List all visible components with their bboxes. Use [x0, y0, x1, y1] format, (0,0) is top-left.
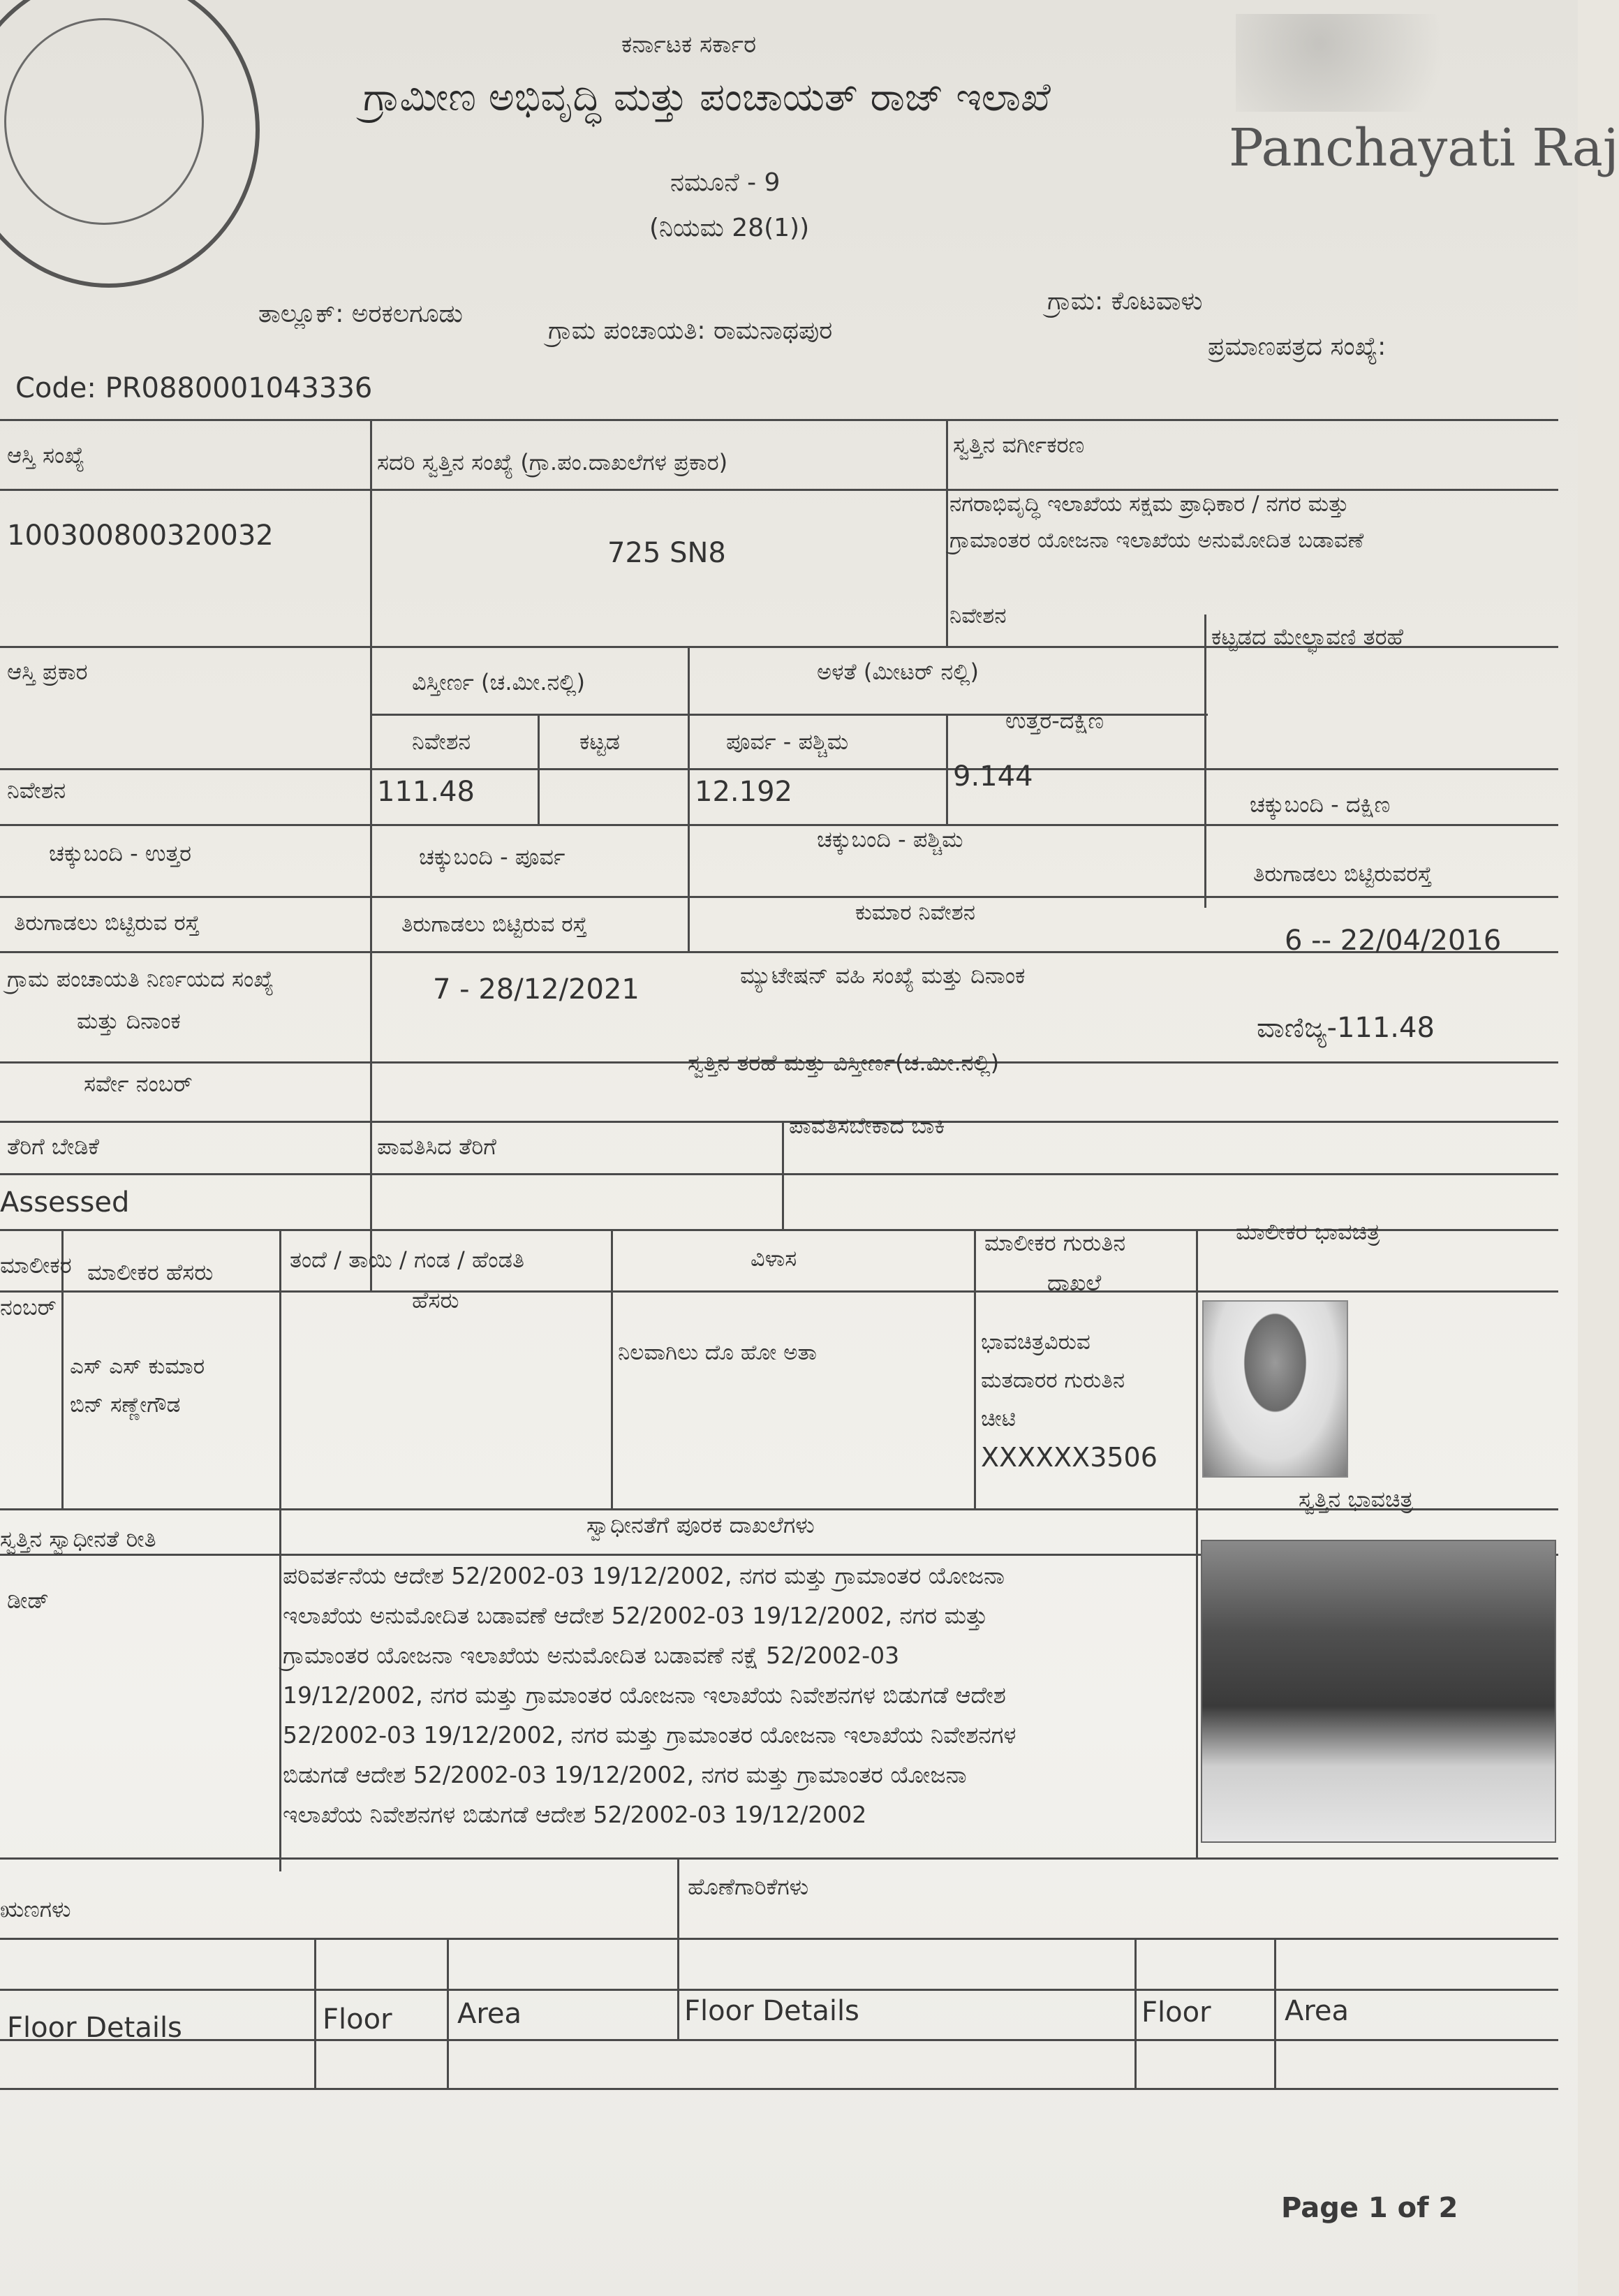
table-rule — [0, 2039, 1558, 2041]
table-rule — [946, 419, 948, 646]
page-number: Page 1 of 2 — [1281, 2192, 1458, 2224]
property-code: Code: PR0880001043336 — [15, 372, 373, 404]
owner-name-label: ಮಾಲೀಕರ ಹೆಸರು — [87, 1259, 214, 1286]
tax-balance-label: ಪಾವತಿಸಬೇಕಾದ ಬಾಕಿ — [789, 1112, 945, 1139]
table-rule — [447, 1938, 449, 2088]
supporting-docs-label: ಸ್ವಾಧೀನತೆಗೆ ಪೂರಕ ದಾಖಲೆಗಳು — [586, 1512, 815, 1538]
table-rule — [0, 1938, 1558, 1940]
property-photo — [1201, 1540, 1556, 1843]
nature-label: ಸ್ವತ್ತಿನ ತರಹೆ ಮತ್ತು ವಿಸ್ತೀರ್ಣ(ಚ.ಮೀ.ನಲ್ಲಿ) — [688, 1050, 1000, 1076]
govt-line: ಕರ್ನಾಟಕ ಸರ್ಕಾರ — [621, 31, 757, 59]
table-rule — [1134, 1938, 1137, 2088]
id-document-label-1: ಮಾಲೀಕರ ಗುರುತಿನ — [984, 1230, 1126, 1256]
site-label: ನಿವೇಶನ — [412, 728, 471, 755]
floor-right-label: Floor — [1141, 1996, 1211, 2029]
table-rule — [0, 896, 1558, 898]
area-left-label: Area — [457, 1998, 522, 2030]
east-west-label: ಪೂರ್ವ - ಪಶ್ಚಿಮ — [726, 728, 849, 755]
address-label: ವಿಳಾಸ — [751, 1245, 797, 1272]
table-rule — [538, 714, 540, 824]
classification-line-1: ನಗರಾಭಿವೃದ್ಧಿ ಇಲಾಖೆಯ ಸಕ್ಷಮ ಪ್ರಾಧಿಕಾರ / ನಗರ ಮತ್ತು — [949, 492, 1350, 517]
owner-number-label-2: ನಂಬರ್ — [0, 1294, 57, 1320]
relative-name-label-2: ಹೆಸರು — [412, 1287, 459, 1313]
table-rule — [0, 1857, 1558, 1860]
table-rule — [0, 824, 1558, 826]
north-boundary-label: ಚಕ್ಕುಬಂದಿ - ಉತ್ತರ — [49, 840, 192, 867]
id-document-label-2: ದಾಖಲೆ — [1047, 1270, 1102, 1296]
table-rule — [677, 1857, 679, 2039]
table-rule — [0, 419, 1558, 421]
floor-details-left-label: Floor Details — [7, 2012, 182, 2044]
grama-panchayat: ಗ್ರಾಮ ಪಂಚಾಯತಿ: ರಾಮನಾಥಪುರ — [548, 316, 833, 345]
owner-photo — [1202, 1300, 1348, 1478]
table-rule — [946, 714, 948, 824]
owner-name-line-1: ಎಸ್ ಎಸ್ ಕುಮಾರ — [70, 1354, 205, 1379]
property-photo-label: ಸ್ವತ್ತಿನ ಭಾವಚಿತ್ರ — [1299, 1486, 1413, 1513]
gp-resolution-value: 7 - 28/12/2021 — [433, 973, 640, 1006]
west-boundary-label: ಚಕ್ಕುಬಂದಿ - ಪಶ್ಚಿಮ — [817, 826, 963, 853]
department-title: ಗ್ರಾಮೀಣ ಅಭಿವೃದ್ಧಿ ಮತ್ತು ಪಂಚಾಯತ್ ರಾಜ್ ಇಲಾಖೆ — [363, 75, 1051, 120]
brand-title: Panchayati Raj — [1229, 118, 1619, 178]
supporting-doc-line: ಗ್ರಾಮಾಂತರ ಯೋಜನಾ ಇಲಾಖೆಯ ಅನುಮೋದಿತ ಬಡಾವಣೆ ನಕ್ಷೆ 52/2002-03 — [283, 1642, 900, 1669]
south-boundary-value: ತಿರುಗಾಡಲು ಬಿಟ್ಟಿರುವರಸ್ತೆ — [1253, 862, 1433, 887]
form-number: ನಮೂನೆ - 9 — [670, 168, 781, 197]
taluk: ತಾಲ್ಲೂಕ್: ಅರಕಲಗೂಡು — [258, 300, 463, 328]
owner-photo-label: ಮಾಲೀಕರ ಭಾವಚಿತ್ರ — [1236, 1219, 1380, 1245]
table-rule — [0, 1290, 1558, 1293]
table-rule — [314, 1938, 316, 2088]
table-rule — [611, 1229, 613, 1508]
classification-line-3: ನಿವೇಶನ — [949, 603, 1007, 628]
table-rule — [688, 646, 690, 952]
property-type-label: ಆಸ್ತಿ ಪ್ರಕಾರ — [7, 658, 88, 685]
site-area-value: 111.48 — [377, 776, 475, 808]
north-south-label: ಉತ್ತರ-ದಕ್ಷಿಣ — [1005, 707, 1104, 734]
south-boundary-label: ಚಕ್ಕುಬಂದಿ - ದಕ್ಷಿಣ — [1250, 791, 1391, 818]
village: ಗ್ರಾಮ: ಕೊಟವಾಳು — [1047, 287, 1203, 316]
table-rule — [1196, 1229, 1198, 1857]
table-rule — [1204, 615, 1206, 908]
table-rule — [974, 1229, 976, 1508]
property-id-label: ಆಸ್ತಿ ಸಂಖ್ಯೆ — [7, 442, 85, 469]
property-type-value: ನಿವೇಶನ — [7, 777, 66, 804]
table-rule — [0, 768, 1558, 770]
floor-left-label: Floor — [323, 2003, 392, 2036]
supporting-doc-line: ಬಿಡುಗಡೆ ಆದೇಶ 52/2002-03 19/12/2002, ನಗರ ಮತ್ತು ಗ್ರಾಮಾಂತರ ಯೋಜನಾ — [283, 1761, 967, 1788]
area-right-label: Area — [1285, 1995, 1350, 2027]
owner-address: ನಿಲವಾಗಿಲು ದೊ ಹೋ ಅತಾ — [618, 1340, 817, 1365]
classification-label: ಸ್ವತ್ತಿನ ವರ್ಗೀಕರಣ — [953, 432, 1085, 458]
gp-number-label: ಸದರಿ ಸ್ವತ್ತಿನ ಸಂಖ್ಯೆ (ಗ್ರಾ.ಪಂ.ದಾಖಲೆಗಳ ಪ್ರಕಾರ) — [377, 449, 728, 476]
table-rule — [0, 1989, 1558, 1991]
supporting-doc-line: ಇಲಾಖೆಯ ಅನುಮೋದಿತ ಬಡಾವಣೆ ಆದೇಶ 52/2002-03 19/12/2002, ನಗರ ಮತ್ತು — [283, 1602, 988, 1629]
id-document-line-2: ಮತದಾರರ ಗುರುತಿನ — [981, 1368, 1125, 1393]
table-rule — [782, 1121, 784, 1229]
supporting-doc-line: ಇಲಾಖೆಯ ನಿವೇಶನಗಳ ಬಿಡುಗಡೆ ಆದೇಶ 52/2002-03 19/12/2002 — [283, 1801, 867, 1828]
table-rule — [370, 419, 372, 1290]
building-label: ಕಟ್ಟಡ — [579, 728, 620, 755]
tax-demand-label: ತೆರಿಗೆ ಬೇಡಿಕೆ — [7, 1133, 100, 1160]
id-document-line-1: ಭಾವಚಿತ್ರವಿರುವ — [981, 1330, 1091, 1355]
construction-label: ಕಟ್ಟಡದ ಮೇಲ್ಛಾವಣಿ ತರಹೆ — [1211, 624, 1403, 650]
tax-demand-value: Assessed — [0, 1186, 130, 1219]
east-west-value: 12.192 — [695, 776, 792, 808]
certificate-number-label: ಪ್ರಮಾಣಪತ್ರದ ಸಂಖ್ಯೆ: — [1208, 332, 1387, 361]
ownership-mode-label: ಸ್ವತ್ತಿನ ಸ್ವಾಧೀನತೆ ರೀತಿ — [0, 1526, 156, 1552]
property-id-value: 100300800320032 — [7, 520, 274, 552]
table-rule — [0, 1173, 1558, 1175]
table-rule — [0, 2088, 1558, 2090]
east-boundary-value: ತಿರುಗಾಡಲು ಬಿಟ್ಟಿರುವ ರಸ್ತೆ — [401, 912, 588, 937]
owner-name-line-2: ಬಿನ್ ಸಣ್ಣೇಗೌಡ — [70, 1392, 181, 1418]
north-south-value: 9.144 — [953, 760, 1033, 793]
north-boundary-value: ತಿರುಗಾಡಲು ಬಿಟ್ಟಿರುವ ರಸ್ತೆ — [14, 911, 200, 936]
liabilities-label: ಹೊಣೆಗಾರಿಕೆಗಳು — [688, 1874, 809, 1900]
survey-label: ಸರ್ವೇ ನಂಬರ್ — [84, 1070, 193, 1097]
government-seal-icon — [0, 0, 260, 288]
supporting-doc-line: 52/2002-03 19/12/2002, ನಗರ ಮತ್ತು ಗ್ರಾಮಾಂತರ ಯೋಜನಾ ಇಲಾಖೆಯ ನಿವೇಶನಗಳ — [283, 1721, 1017, 1749]
area-label: ವಿಸ್ತೀರ್ಣ (ಚ.ಮೀ.ನಲ್ಲಿ) — [412, 669, 585, 696]
owner-number-label-1: ಮಾಲೀಕರ — [0, 1252, 72, 1279]
gp-number-value: 725 SN8 — [607, 537, 726, 569]
west-boundary-value: ಕುಮಾರ ನಿವೇಶನ — [855, 900, 976, 925]
mutation-value: 6 -- 22/04/2016 — [1285, 925, 1502, 957]
panchayati-raj-logo-icon — [1236, 14, 1515, 112]
gp-resolution-label-1: ಗ್ರಾಮ ಪಂಚಾಯತಿ ನಿರ್ಣಯದ ಸಂಖ್ಯೆ — [7, 966, 274, 992]
relative-name-label-1: ತಂದೆ / ತಾಯಿ / ಗಂಡ / ಹೆಂಡತಿ — [290, 1246, 524, 1273]
classification-line-2: ಗ್ರಾಮಾಂತರ ಯೋಜನಾ ಇಲಾಖೆಯ ಅನುಮೋದಿತ ಬಡಾವಣೆ — [949, 528, 1364, 553]
table-rule — [279, 1229, 281, 1871]
ownership-mode-value: ಡೀಡ್ — [7, 1587, 50, 1614]
mutation-label: ಮ್ಯುಟೇಷನ್ ವಹಿ ಸಂಖ್ಯೆ ಮತ್ತು ದಿನಾಂಕ — [740, 962, 1026, 989]
table-rule — [0, 1121, 1558, 1123]
id-document-line-3: ಚೀಟಿ — [981, 1406, 1017, 1432]
supporting-doc-line: ಪರಿವರ್ತನೆಯ ಆದೇಶ 52/2002-03 19/12/2002, ನಗರ ಮತ್ತು ಗ್ರಾಮಾಂತರ ಯೋಜನಾ — [283, 1562, 1005, 1589]
table-rule — [1274, 1938, 1276, 2088]
encumbrances-label: ಋಣಗಳು — [0, 1896, 71, 1922]
supporting-doc-line: 19/12/2002, ನಗರ ಮತ್ತು ಗ್ರಾಮಾಂತರ ಯೋಜನಾ ಇಲಾಖೆಯ ನಿವೇಶನಗಳ ಬಿಡುಗಡೆ ಆದೇಶ — [283, 1681, 1006, 1709]
floor-details-right-label: Floor Details — [684, 1995, 859, 2027]
measurement-label: ಅಳತೆ (ಮೀಟರ್ ನಲ್ಲಿ) — [817, 658, 979, 685]
nature-value: ವಾಣಿಜ್ಯ-111.48 — [1257, 1012, 1435, 1044]
tax-paid-label: ಪಾವತಿಸಿದ ತೆರಿಗೆ — [377, 1133, 496, 1160]
id-document-number: XXXXXX3506 — [981, 1442, 1158, 1473]
gp-resolution-label-2: ಮತ್ತು ದಿನಾಂಕ — [77, 1008, 181, 1034]
east-boundary-label: ಚಕ್ಕುಬಂದಿ - ಪೂರ್ವ — [419, 844, 565, 870]
rule-number: (ನಿಯಮ 28(1)) — [649, 214, 810, 242]
